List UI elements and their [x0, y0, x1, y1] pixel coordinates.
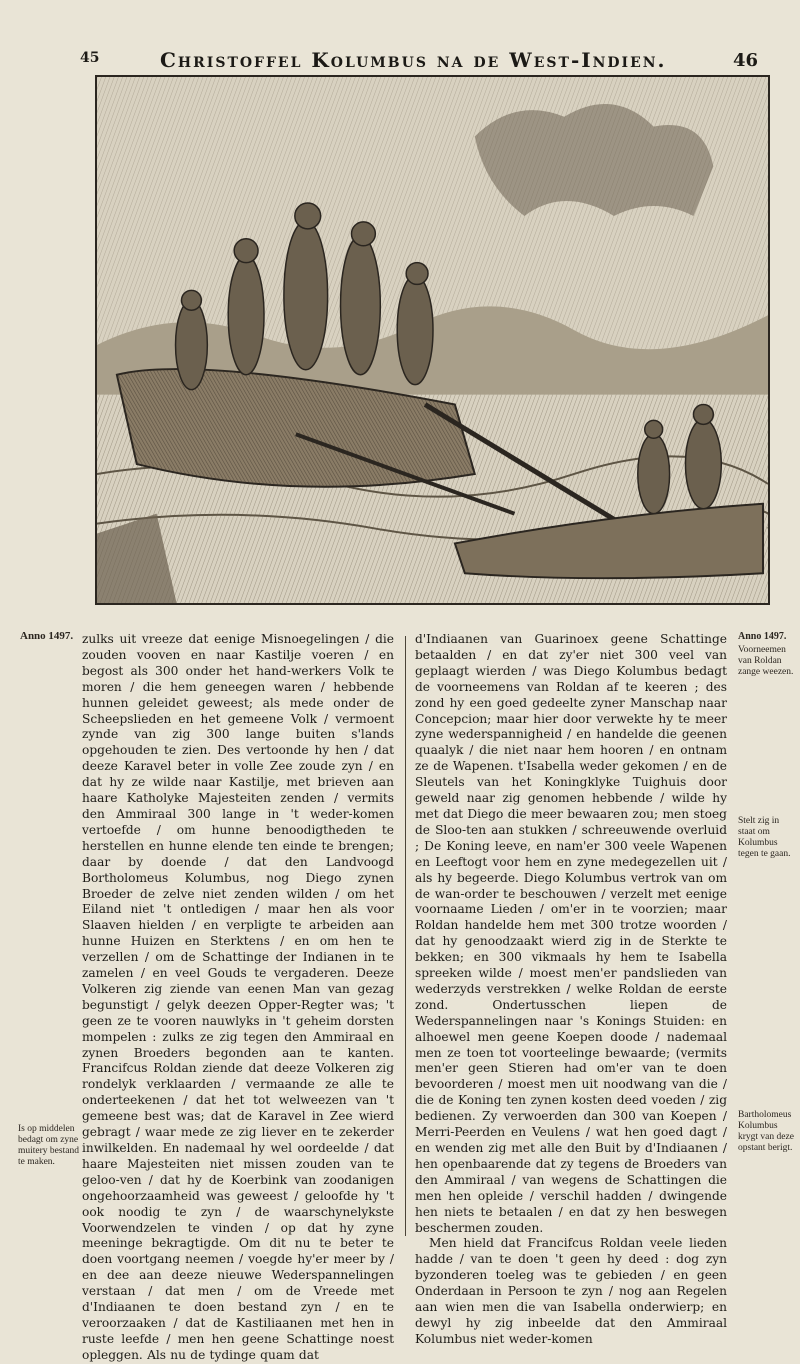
running-header [0, 0, 800, 80]
margin-year-right: Anno 1497. [738, 631, 787, 642]
margin-note-bartholomeus: Bartholomeus Kolumbus krygt van deze opstant berigt. [738, 1110, 794, 1153]
boat-scene-picture [97, 77, 768, 603]
paragraph: zulks uit vreeze dat eenige Misnoegelingen / die zouden vooven en naar Kastilje voeren / en begost als 300 onder het hand-werkers Volk te moren / die hem geneegen waren / hebbende hunnen geleidet geweest; als mede onder de Scheepslieden en het gemeene Volk / vermoent zynde van zig 300 lange buiten s'lands opgehouden te zien. Des vertoonde hy hen / dat deeze Karavel beter in volle Zee zoude zyn / en dat hy ze wilde naar Kastilje, met brieven aan haare Katholyke Majesteiten zenden / vermits den Ammiraal 300 lange in 't weder-komen vertoefde / om hunne benoodigtheden te herstellen en hunne elende ten einde te brengen; daar by doende / dat den Landvoogd Bortholomeus Kolumbus, nog Diego zynen Broeder de zelve niet zenden wilden / om het Eiland niet 't ontledigen / maar hen als voor Slaaven hielden / en verpligte te arbeiden aan hunne Huizen en Sterktens / en om hen te verzellen / om de Schattinge der Indianen in te zamelen / en veel Gouds te vergaderen. Deeze Volkeren zig ziende van eenen Man van gezag begunstigt / gelyk deezen Opper-Regter was; 't geen ze te vooren nauwlyks in 't geheim dorsten mompelen : zulks ze zig tegen den Ammiraal en zynen Broeders begonden aan te kanten. Francifcus Roldan ziende dat deeze Volkeren zig rondelyk verklaarden / vermaande ze alle te onderteekenen / dat het tot welweezen van 't gemeene best was; dat de Karavel in Zee wierd gebragt / waar mede ze zig liever en te zekerder inwilkelden. En nademaal hy wel oordeelde / dat haare Majesteiten niet missen zouden van te geloo-ven / dat hy de Koerbink van zoodanigen ongehoorzaamheid was geweest / geloofde hy 't ook noodig te zyn / de waarschynelykste Voorwendzelen te vinden / op dat hy zyne meeninge bekragtigde. Om dit nu te beter te doen voortgang neemen / voegde hy'er meer by / en dee aan deeze nieuwe Wederspannelingen verstaan / dat men / om de Vreede met d'Indiaanen te doen bestand zyn / en te veroorzaaken / dat de Kastiliaanen met hen in rustе leefde / men hen geene Schattinge noest opleggen. Als nu de tydinge quam dat [82, 632, 394, 1362]
paragraph: d'Indiaanen van Guarinoex geene Schattinge betaalden / en dat zy'er niet 300 veel van geplaagt wierden / was Diego Kolumbus bedagt de voorneemens van Roldan af te keeren ; des zond hy een goed gedeelte zyner Manschap naar Concepcion; maar hier door verwekte hy te meer zyne wederspannigheid / en handelde die geenen quaalyk / die niet naar hem hooren / en ontnam ze de Wapenen. t'Isabella weder gekomen / en de Sleutels van het Koningklyke Tuighuis door geweld naar zig genomen hebbende / wilde hy met dat Diego die meer bewaaren zou; men stoeg de Sloo-ten aan stukken / schreeuwende overluid ; De Koning leeve, en nam'er 300 veele Wapenen en Leeftogt voor hem en zyne medegezellen uit / als hy begeerde. Diego Kolumbus vertrok van om de wan-order te beschouwen / verzelt met eenige voornaame Lieden / om'er in te voorzien; maar Roldan handelde hem met 300 trotze woorden / dat hy genoodzaakt wierd zig in de Sterkte te bekken; en 300 vikmaals hy hem te Isabella spreeken wilde / moest men'er pandslieden van wederzyds verstrekken / welke Roldan de eerste zond. Ondertusschen liepen de Wederspannelingen naar 's Konings Stuiden: en alhoewel men geene Koepen doode / nademaal men ze toen tot voorteelinge bewaarde; (vermits men'er geen Stieren had om'er van te doen bevoorderen / moest men uit noodwang van die / die de Koning ten zynen kosten deed voeden / zig bedienen. Zy verwoerden dan 300 van Koepen / Merri-Peerden en Veulens / wat hen goed dagt / en wenden zig met alle den Buit by d'Indiaanen / hen openbaarende dat zy tegens de Broeders van den Ammiraal / van wegens de Schattingen die men hen opleide / verschil hadden / dwingende hen niets te betaalen / en dat zy hen beswegen beschermen zouden. [415, 632, 727, 1235]
margin-note-stelt: Stelt zig in staat om Kolumbus tegen te gaan. [738, 816, 791, 859]
text-column-left [82, 632, 394, 1364]
column-divider [405, 636, 406, 1236]
margin-note-voorneemen: Voorneemen van Roldan zange weezen. [738, 645, 794, 677]
margin-note-left: Is op middelen bedagt om zyne muitery bestand te maken. [18, 1124, 79, 1167]
engraving-illustration [95, 75, 770, 605]
page-number-left: 45 [80, 50, 100, 66]
running-title: Christoffel Kolumbus na de West-Indien. [160, 48, 667, 72]
paragraph: Men hield dat Francifcus Roldan veele lieden hadde / van te doen 't geen hy deed : dog zyn byzonderen toeleg was te gebieden / en geen Onderdaan in Persoon te zyn / nog aan Regelen aan wien men die van Isabella onderwierp; en dewyl hy zig inbeelde dat den Ammiraal Kolumbus niet weder-komen [415, 1236, 727, 1346]
page-number-right: 46 [733, 50, 759, 71]
text-column-right [415, 632, 727, 1348]
margin-year-left: Anno 1497. [20, 630, 74, 642]
